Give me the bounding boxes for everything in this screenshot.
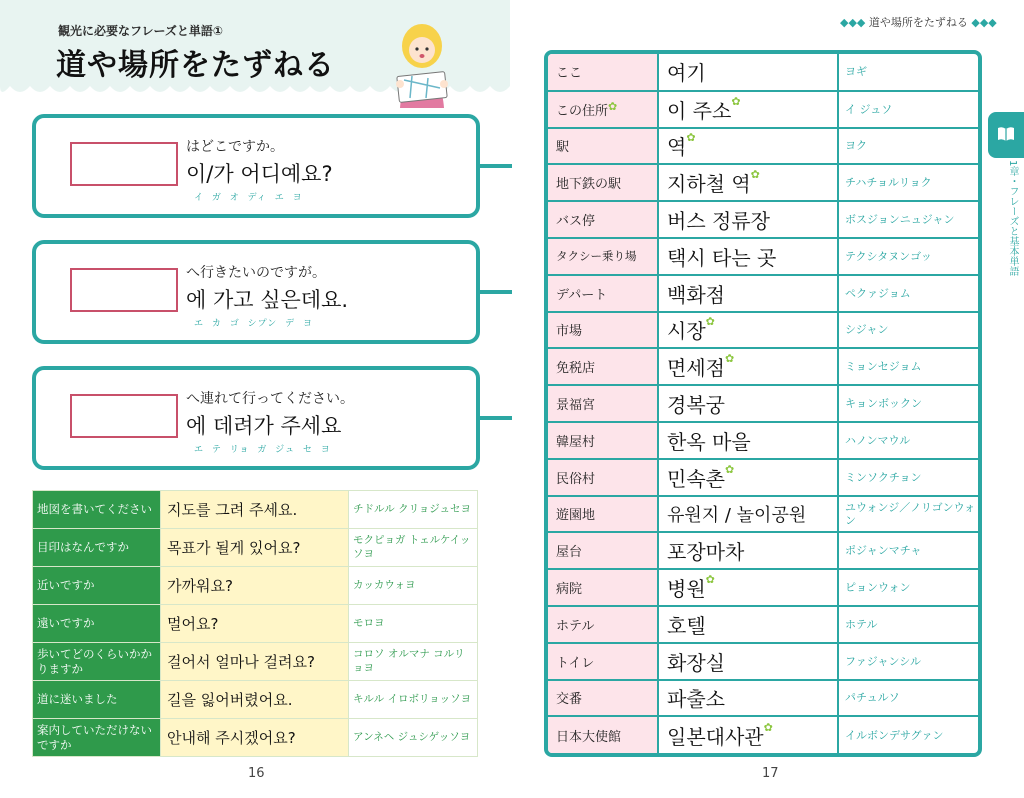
vocab-korean: 여기 xyxy=(658,54,838,91)
vocab-korean: 버스 정류장 xyxy=(658,201,838,238)
blank-slot xyxy=(70,394,178,438)
table-row xyxy=(33,605,478,643)
right-page xyxy=(512,0,1024,798)
vocab-korean: 백화점 xyxy=(658,275,838,312)
vocab-reading: ミョンセジョム xyxy=(838,348,978,385)
blank-slot xyxy=(70,268,178,312)
list-item xyxy=(548,91,978,128)
running-head-text: 道や場所をたずねる xyxy=(868,16,968,29)
vocab-korean: 경복궁 xyxy=(658,385,838,422)
vocab-reading: パチュルソ xyxy=(838,680,978,717)
cell-reading: アンネヘ ジュシゲッソヨ xyxy=(349,719,478,757)
cell-korean: 가까워요? xyxy=(161,567,349,605)
star-icon: ✿ xyxy=(763,720,773,734)
phrase-box-where xyxy=(32,114,480,218)
list-item xyxy=(548,680,978,717)
cell-korean: 안내해 주시겠어요? xyxy=(161,719,349,757)
vocab-reading: ヨギ xyxy=(838,54,978,91)
vocab-reading: チハチョルリョク xyxy=(838,164,978,201)
vocab-korean: 면세점 xyxy=(667,356,725,381)
cell-reading: モロヨ xyxy=(349,605,478,643)
star-icon: ✿ xyxy=(750,168,760,182)
table-row xyxy=(33,567,478,605)
section-kicker: 観光に必要なフレーズと単語① xyxy=(58,24,224,38)
vocab-korean: 유원지 / 놀이공원 xyxy=(658,496,838,533)
vocab-japanese: 景福宮 xyxy=(548,385,658,422)
vocab-japanese: トイレ xyxy=(548,643,658,680)
vocab-korean: 역 xyxy=(667,135,687,160)
list-item xyxy=(548,238,978,275)
vocab-japanese: この住所 xyxy=(556,103,609,119)
table-row xyxy=(33,681,478,719)
vocab-reading: ハノンマウル xyxy=(838,422,978,459)
phrase-korean: 에 데려가 주세요 xyxy=(186,414,342,438)
phrase-reading: エ カ ゴ シプン デ ヨ xyxy=(194,319,313,329)
phrase-box-want-to-go xyxy=(32,240,480,344)
page-title: 道や場所をたずねる xyxy=(56,48,335,83)
star-icon: ✿ xyxy=(724,352,735,366)
table-row xyxy=(33,529,478,567)
vocab-japanese: 遊園地 xyxy=(548,496,658,533)
star-icon: ✿ xyxy=(705,573,715,587)
list-item xyxy=(548,348,978,385)
useful-phrases-table xyxy=(32,490,478,757)
vocab-reading: ユウォンジ／ノリゴンウォン xyxy=(838,496,978,533)
cell-japanese: 地図を書いてください xyxy=(33,491,161,529)
vocab-korean: 시장 xyxy=(667,319,706,344)
table-row xyxy=(33,491,478,529)
list-item xyxy=(548,496,978,533)
cell-reading: モクピョガ トェルケイッソヨ xyxy=(349,529,478,567)
phrase-japanese: へ連れて行ってください。 xyxy=(186,391,354,407)
blank-slot xyxy=(70,142,178,186)
vocab-korean: 한옥 마을 xyxy=(667,429,751,454)
cell-japanese: 道に迷いました xyxy=(33,681,161,719)
vocab-japanese: タクシー乗り場 xyxy=(548,238,658,275)
list-item xyxy=(548,312,978,349)
star-icon: ✿ xyxy=(731,94,741,108)
vocab-reading: ミンソクチョン xyxy=(838,459,978,496)
vocab-japanese: 日本大使館 xyxy=(548,716,658,753)
running-head: ◆◆◆ 道や場所をたずねる ◆◆◆ xyxy=(840,16,997,29)
list-item xyxy=(548,385,978,422)
list-item xyxy=(548,532,978,569)
list-item xyxy=(548,459,978,496)
vocab-reading: イルボンデサグァン xyxy=(845,728,944,742)
phrase-box-take-me xyxy=(32,366,480,470)
vocab-korean: 파출소 xyxy=(658,680,838,717)
girl-with-map-illustration xyxy=(382,18,462,108)
phrase-korean: 이/가 어디예요? xyxy=(186,162,333,186)
vocab-reading: テクシタヌンゴッ xyxy=(838,238,978,275)
phrase-japanese: はどこですか。 xyxy=(186,139,284,155)
vocab-korean: 민속촌 xyxy=(667,466,725,491)
vocab-japanese: デパート xyxy=(548,275,658,312)
star-icon: ✿ xyxy=(705,315,715,329)
vocab-korean: 지하철 역 xyxy=(667,172,751,197)
vocab-japanese: 地下鉄の駅 xyxy=(548,164,658,201)
cell-reading: カッカウォヨ xyxy=(349,567,478,605)
book-icon xyxy=(996,124,1016,144)
list-item xyxy=(548,164,978,201)
vocab-japanese: 交番 xyxy=(548,680,658,717)
vocab-reading: ホテル xyxy=(838,606,978,643)
list-item xyxy=(548,275,978,312)
vocab-japanese: 市場 xyxy=(548,312,658,349)
cell-japanese: 歩いてどのくらいかかりますか xyxy=(33,643,161,681)
list-item xyxy=(548,716,978,753)
vocab-japanese: 民俗村 xyxy=(548,459,658,496)
vocab-japanese: 駅 xyxy=(548,128,658,165)
cell-korean: 길을 잃어버렸어요. xyxy=(161,681,349,719)
list-item xyxy=(548,201,978,238)
star-icon: ✿ xyxy=(608,99,618,113)
vocab-reading: シジャン xyxy=(838,312,978,349)
list-item xyxy=(548,54,978,91)
vocab-reading: ヨク xyxy=(838,128,978,165)
cell-reading: チドルル クリョジュセヨ xyxy=(349,491,478,529)
vocab-reading: キョンボックン xyxy=(838,385,978,422)
cell-japanese: 目印はなんですか xyxy=(33,529,161,567)
vocabulary-list xyxy=(544,50,982,757)
vocab-reading: ファジャンシル xyxy=(838,643,978,680)
phrase-korean: 에 가고 싶은데요. xyxy=(186,288,349,312)
vocab-reading: イ ジュソ xyxy=(838,91,978,128)
list-item xyxy=(548,569,978,606)
vocab-korean: 병원 xyxy=(667,577,706,602)
vocab-korean: 포장마차 xyxy=(658,532,838,569)
cell-japanese: 遠いですか xyxy=(33,605,161,643)
cell-korean: 멀어요? xyxy=(161,605,349,643)
chapter-label: 1章・フレーズと基本単語 xyxy=(1007,160,1018,277)
list-item xyxy=(548,643,978,680)
vocab-japanese: バス停 xyxy=(548,201,658,238)
chapter-tab xyxy=(988,112,1024,158)
vocab-reading: ボスジョンニュジャン xyxy=(838,201,978,238)
list-item xyxy=(548,606,978,643)
star-icon: ✿ xyxy=(724,462,735,476)
left-page xyxy=(0,0,510,798)
vocab-japanese: 病院 xyxy=(548,569,658,606)
cell-japanese: 案内していただけないですか xyxy=(33,719,161,757)
vocab-korean: 호텔 xyxy=(658,606,838,643)
vocab-korean: 이 주소 xyxy=(667,98,732,123)
page-number-right: 17 xyxy=(762,766,779,781)
table-row xyxy=(33,643,478,681)
phrase-reading: イ ガ オ ディ エ ヨ xyxy=(194,193,303,203)
vocab-korean: 일본대사관 xyxy=(667,724,764,749)
phrase-japanese: へ行きたいのですが。 xyxy=(186,265,326,281)
vocab-korean: 화장실 xyxy=(658,643,838,680)
vocab-japanese: 免税店 xyxy=(548,348,658,385)
star-icon: ✿ xyxy=(686,131,696,145)
cell-japanese: 近いですか xyxy=(33,567,161,605)
table-row xyxy=(33,719,478,757)
list-item xyxy=(548,128,978,165)
cell-korean: 목표가 될게 있어요? xyxy=(161,529,349,567)
cell-korean: 지도를 그려 주세요. xyxy=(161,491,349,529)
vocab-reading: ピョンウォン xyxy=(838,569,978,606)
cell-reading: キルル イロボリョッソヨ xyxy=(349,681,478,719)
vocab-reading: ポジャンマチャ xyxy=(838,532,978,569)
cell-korean: 걸어서 얼마나 걸려요? xyxy=(161,643,349,681)
vocab-japanese: ここ xyxy=(548,54,658,91)
list-item xyxy=(548,422,978,459)
cell-reading: コロソ オルマナ コルリョヨ xyxy=(349,643,478,681)
phrase-reading: エ テ リョ ガ ジュ セ ヨ xyxy=(194,445,331,455)
vocab-japanese: ホテル xyxy=(548,606,658,643)
vocab-reading: ペクァジョム xyxy=(838,275,978,312)
vocab-japanese: 韓屋村 xyxy=(548,422,658,459)
page-number-left: 16 xyxy=(248,766,265,781)
vocab-japanese: 屋台 xyxy=(548,532,658,569)
vocab-korean: 택시 타는 곳 xyxy=(658,238,838,275)
